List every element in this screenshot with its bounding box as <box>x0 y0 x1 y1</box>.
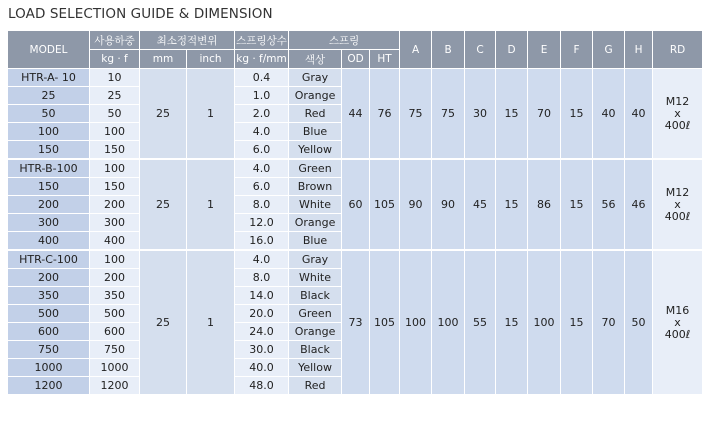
dim-d-cell: 15 <box>496 68 528 159</box>
ht-cell: 105 <box>370 250 400 395</box>
rd-length: 400ℓ <box>664 118 691 132</box>
spring-color-cell: Black <box>289 341 342 359</box>
load-cell: 25 <box>90 87 140 105</box>
spring-color-cell: Red <box>289 105 342 123</box>
dim-e-cell: 100 <box>528 250 561 395</box>
dim-e-cell: 70 <box>528 68 561 159</box>
dim-a-cell: 90 <box>400 159 432 250</box>
model-cell: HTR-C-100 <box>8 250 90 269</box>
rd-thread: M12 <box>665 94 690 108</box>
model-cell: 1200 <box>8 377 90 395</box>
spring-constant-cell: 48.0 <box>235 377 289 395</box>
header-e: E <box>528 31 561 68</box>
load-cell: 200 <box>90 196 140 214</box>
spring-color-cell: White <box>289 196 342 214</box>
model-cell: 750 <box>8 341 90 359</box>
spring-constant-cell: 40.0 <box>235 359 289 377</box>
header-model: MODEL <box>8 31 90 68</box>
spring-constant-cell: 8.0 <box>235 196 289 214</box>
spring-color-cell: Orange <box>289 87 342 105</box>
dim-b-cell: 75 <box>432 68 465 159</box>
header-rd: RD <box>653 31 702 68</box>
spring-constant-cell: 4.0 <box>235 123 289 141</box>
spring-color-cell: Red <box>289 377 342 395</box>
model-cell: 1000 <box>8 359 90 377</box>
dim-h-cell: 46 <box>625 159 653 250</box>
header-g: G <box>593 31 625 68</box>
header-mm: mm <box>140 49 187 68</box>
spring-color-cell: Green <box>289 159 342 178</box>
load-cell: 1200 <box>90 377 140 395</box>
page-title: LOAD SELECTION GUIDE & DIMENSION <box>8 6 273 22</box>
spring-constant-cell: 4.0 <box>235 250 289 269</box>
min-stroke-mm-cell: 25 <box>140 68 187 159</box>
model-cell: 25 <box>8 87 90 105</box>
load-cell: 400 <box>90 232 140 250</box>
load-cell: 350 <box>90 287 140 305</box>
header-load-unit: kg · f <box>90 49 140 68</box>
load-cell: 600 <box>90 323 140 341</box>
spring-color-cell: White <box>289 269 342 287</box>
load-cell: 750 <box>90 341 140 359</box>
dim-f-cell: 15 <box>561 68 593 159</box>
header-a: A <box>400 31 432 68</box>
spring-constant-cell: 16.0 <box>235 232 289 250</box>
load-cell: 100 <box>90 123 140 141</box>
header-ht: HT <box>370 49 400 68</box>
dim-g-cell: 56 <box>593 159 625 250</box>
spring-color-cell: Orange <box>289 214 342 232</box>
spring-color-cell: Brown <box>289 178 342 196</box>
od-cell: 73 <box>342 250 370 395</box>
od-cell: 44 <box>342 68 370 159</box>
min-stroke-mm-cell: 25 <box>140 250 187 395</box>
table-row <box>8 68 702 87</box>
spring-color-cell: Black <box>289 287 342 305</box>
spring-color-cell: Gray <box>289 250 342 269</box>
load-cell: 300 <box>90 214 140 232</box>
header-f: F <box>561 31 593 68</box>
load-cell: 500 <box>90 305 140 323</box>
spring-color-cell: Blue <box>289 123 342 141</box>
model-cell: 350 <box>8 287 90 305</box>
header-color: 색상 <box>289 49 342 68</box>
dim-c-cell: 30 <box>465 68 496 159</box>
dim-c-cell: 45 <box>465 159 496 250</box>
rd-times: x <box>674 315 681 329</box>
dim-h-cell: 40 <box>625 68 653 159</box>
spring-constant-cell: 30.0 <box>235 341 289 359</box>
dim-g-cell: 70 <box>593 250 625 395</box>
dim-b-cell: 100 <box>432 250 465 395</box>
table-row <box>8 159 702 178</box>
dim-g-cell: 40 <box>593 68 625 159</box>
load-cell: 100 <box>90 159 140 178</box>
ht-cell: 76 <box>370 68 400 159</box>
rd-cell <box>653 68 702 159</box>
header-spring: 스프링 <box>289 31 400 49</box>
spring-color-cell: Yellow <box>289 359 342 377</box>
model-cell: 200 <box>8 196 90 214</box>
header-min-stroke: 최소정적변위 <box>140 31 235 49</box>
od-cell: 60 <box>342 159 370 250</box>
spring-color-cell: Blue <box>289 232 342 250</box>
dim-a-cell: 100 <box>400 250 432 395</box>
dim-f-cell: 15 <box>561 250 593 395</box>
header-inch: inch <box>187 49 235 68</box>
load-cell: 100 <box>90 250 140 269</box>
spring-constant-cell: 8.0 <box>235 269 289 287</box>
spring-color-cell: Orange <box>289 323 342 341</box>
dim-d-cell: 15 <box>496 250 528 395</box>
header-spring-constant-unit: kg · f/mm <box>235 49 289 68</box>
rd-cell <box>653 159 702 250</box>
header-b: B <box>432 31 465 68</box>
load-cell: 1000 <box>90 359 140 377</box>
load-selection-table <box>8 31 702 395</box>
rd-thread: M12 <box>665 185 690 199</box>
spring-color-cell: Gray <box>289 68 342 87</box>
model-cell: 500 <box>8 305 90 323</box>
spring-constant-cell: 6.0 <box>235 178 289 196</box>
spring-constant-cell: 2.0 <box>235 105 289 123</box>
model-cell: 200 <box>8 269 90 287</box>
model-cell: HTR-A- 10 <box>8 68 90 87</box>
header-c: C <box>465 31 496 68</box>
min-stroke-inch-cell: 1 <box>187 68 235 159</box>
spring-constant-cell: 24.0 <box>235 323 289 341</box>
dim-a-cell: 75 <box>400 68 432 159</box>
dim-b-cell: 90 <box>432 159 465 250</box>
model-cell: 150 <box>8 141 90 159</box>
ht-cell: 105 <box>370 159 400 250</box>
model-cell: 600 <box>8 323 90 341</box>
model-cell: 400 <box>8 232 90 250</box>
load-cell: 150 <box>90 141 140 159</box>
rd-length: 400ℓ <box>664 209 691 223</box>
load-cell: 10 <box>90 68 140 87</box>
min-stroke-mm-cell: 25 <box>140 159 187 250</box>
rd-thread: M16 <box>665 303 690 317</box>
rd-cell <box>653 250 702 395</box>
model-cell: 100 <box>8 123 90 141</box>
spring-constant-cell: 1.0 <box>235 87 289 105</box>
min-stroke-inch-cell: 1 <box>187 250 235 395</box>
spring-color-cell: Yellow <box>289 141 342 159</box>
model-cell: 150 <box>8 178 90 196</box>
header-d: D <box>496 31 528 68</box>
load-cell: 200 <box>90 269 140 287</box>
header-load: 사용하중 <box>90 31 140 49</box>
spring-constant-cell: 0.4 <box>235 68 289 87</box>
model-cell: 50 <box>8 105 90 123</box>
model-cell: HTR-B-100 <box>8 159 90 178</box>
header-spring-constant: 스프링상수 <box>235 31 289 49</box>
spring-color-cell: Green <box>289 305 342 323</box>
rd-times: x <box>674 197 681 211</box>
header-h: H <box>625 31 653 68</box>
model-cell: 300 <box>8 214 90 232</box>
spring-constant-cell: 4.0 <box>235 159 289 178</box>
dim-c-cell: 55 <box>465 250 496 395</box>
spring-constant-cell: 14.0 <box>235 287 289 305</box>
spring-constant-cell: 20.0 <box>235 305 289 323</box>
spring-constant-cell: 12.0 <box>235 214 289 232</box>
load-cell: 150 <box>90 178 140 196</box>
dim-h-cell: 50 <box>625 250 653 395</box>
header-od: OD <box>342 49 370 68</box>
rd-length: 400ℓ <box>664 327 691 341</box>
dim-e-cell: 86 <box>528 159 561 250</box>
spring-constant-cell: 6.0 <box>235 141 289 159</box>
rd-times: x <box>674 106 681 120</box>
table-row <box>8 250 702 269</box>
dim-d-cell: 15 <box>496 159 528 250</box>
load-cell: 50 <box>90 105 140 123</box>
min-stroke-inch-cell: 1 <box>187 159 235 250</box>
dim-f-cell: 15 <box>561 159 593 250</box>
